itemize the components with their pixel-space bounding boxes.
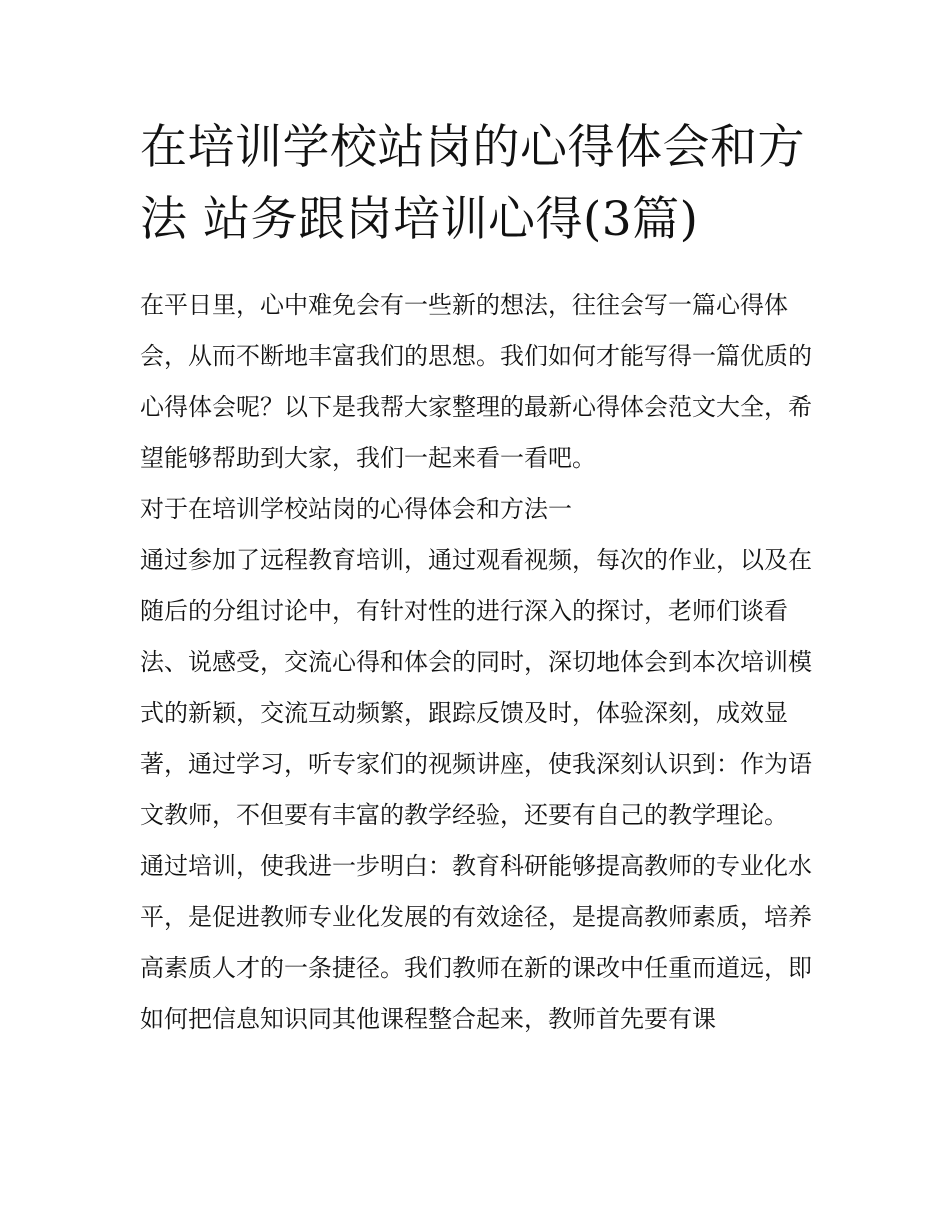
body-paragraph: 通过培训，使我进一步明白：教育科研能够提高教师的专业化水平，是促进教师专业化发展的有效途径，是提高教师素质，培养高素质人才的一条捷径。我们教师在新的课改中任重而道远，即如何把信息知识同其他课程整合起来，教师首先要有课 xyxy=(140,852,812,1033)
document-title: 在培训学校站岗的心得体会和方法 站务跟岗培训心得(3篇) xyxy=(140,120,805,247)
section-heading: 对于在培训学校站岗的心得体会和方法一 xyxy=(140,495,572,523)
body-paragraph: 通过参加了远程教育培训，通过观看视频，每次的作业，以及在随后的分组讨论中，有针对性的进行深入的探讨，老师们谈看法、说感受，交流心得和体会的同时，深切地体会到本次培训模式的新颖，交流互动频繁，跟踪反馈及时，体验深刻，成效显著，通过学习，听专家们的视频讲座，使我深刻认识到：作为语文教师，不但要有丰富的教学经验，还要有自己的教学理论。 xyxy=(140,546,812,829)
document-content xyxy=(140,112,812,1045)
intro-paragraph: 在平日里，心中难免会有一些新的想法，往往会写一篇心得体会，从而不断地丰富我们的思想。我们如何才能写得一篇优质的心得体会呢？以下是我帮大家整理的最新心得体会范文大全，希望能够帮助到大家，我们一起来看一看吧。 xyxy=(140,291,812,472)
